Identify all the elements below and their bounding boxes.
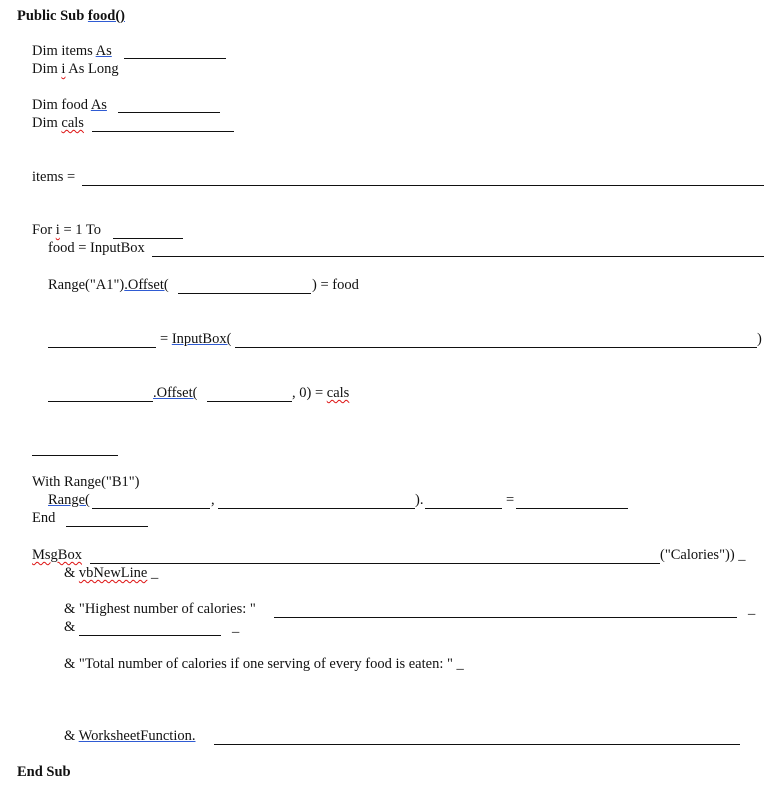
for-keyword: For xyxy=(32,222,56,238)
equals-sign: = xyxy=(160,331,172,347)
dim-cals-line xyxy=(32,115,84,132)
blank-cals-decl[interactable] xyxy=(92,131,234,132)
as-long-text: As Long xyxy=(65,61,119,77)
blank-for-end[interactable] xyxy=(113,238,183,239)
blank-items-value[interactable] xyxy=(82,185,764,186)
range-a1: Range("A1") xyxy=(48,277,125,293)
range-keyword: Range( xyxy=(48,492,90,508)
newline-line xyxy=(64,565,158,582)
blank-worksheetfunction[interactable] xyxy=(214,744,740,745)
dim-items-line xyxy=(32,43,112,60)
offset-call: .Offset( xyxy=(153,385,198,401)
blank-cals-target[interactable] xyxy=(48,347,156,348)
blank-food-inputbox[interactable] xyxy=(152,256,764,257)
var-i: i xyxy=(61,61,66,77)
items-assign: items = xyxy=(32,169,76,185)
dim-keyword: Dim xyxy=(32,61,62,77)
var-cals: cals xyxy=(61,115,84,131)
blank-items-type[interactable] xyxy=(124,58,226,59)
continuation: _ xyxy=(232,619,240,635)
calories-arg: ("Calories")) _ xyxy=(660,547,746,563)
equals-food: ) = food xyxy=(312,277,359,293)
comma: , xyxy=(211,492,215,508)
total-text: & "Total number of calories if one serving of every food is eaten: " _ xyxy=(64,656,464,672)
offset-tail xyxy=(292,385,349,402)
blank-loop-end[interactable] xyxy=(32,455,118,456)
blank-range-arg1[interactable] xyxy=(92,508,210,509)
equals-sign: = xyxy=(506,492,515,508)
ampersand: & xyxy=(64,619,76,635)
worksheetfunction: WorksheetFunction. xyxy=(78,728,196,744)
blank-food-type[interactable] xyxy=(118,112,220,113)
for-range: = 1 To xyxy=(59,222,101,238)
offset-col: , 0) = xyxy=(292,385,327,401)
continuation: _ xyxy=(147,565,159,581)
range-call xyxy=(48,492,90,509)
var-i: i xyxy=(55,222,60,238)
dim-items-text: Dim items xyxy=(32,43,96,59)
blank-offset-base[interactable] xyxy=(48,401,153,402)
offset-line xyxy=(153,385,197,402)
vbnewline: vbNewLine xyxy=(78,565,148,581)
range-close: ). xyxy=(415,492,424,508)
msgbox: MsgBox xyxy=(32,547,82,563)
dim-keyword: Dim xyxy=(32,115,62,131)
end-keyword: End xyxy=(32,510,56,526)
inputbox-call: InputBox( xyxy=(171,331,232,347)
msgbox-keyword xyxy=(32,547,82,564)
worksheetfunction-line xyxy=(64,728,196,745)
blank-range-value[interactable] xyxy=(516,508,628,509)
blank-range-arg2[interactable] xyxy=(218,508,415,509)
blank-msgbox-first[interactable] xyxy=(90,563,660,564)
dim-i-line xyxy=(32,61,119,78)
blank-end-with[interactable] xyxy=(66,526,148,527)
range-a1-line xyxy=(48,277,169,294)
sub-header xyxy=(17,8,125,25)
continuation: _ xyxy=(748,601,756,617)
dim-food-line xyxy=(32,97,107,114)
blank-inputbox-prompt[interactable] xyxy=(235,347,757,348)
ampersand: & xyxy=(64,565,79,581)
blank-offset-row2[interactable] xyxy=(207,401,292,402)
close-paren: ) xyxy=(757,331,762,347)
blank-offset-row[interactable] xyxy=(178,293,311,294)
blank-highest-food[interactable] xyxy=(79,635,221,636)
var-cals: cals xyxy=(326,385,350,401)
inputbox-line xyxy=(160,331,231,348)
blank-range-property[interactable] xyxy=(425,508,502,509)
sub-name: food() xyxy=(87,8,125,24)
for-line xyxy=(32,222,101,239)
as-keyword: As xyxy=(95,43,112,59)
blank-highest[interactable] xyxy=(274,617,737,618)
highest-text: & "Highest number of calories: " xyxy=(64,601,256,617)
end-sub: End Sub xyxy=(17,764,71,780)
as-keyword: As xyxy=(90,97,107,113)
offset-call: .Offset( xyxy=(124,277,169,293)
ampersand: & xyxy=(64,728,79,744)
food-inputbox-line: food = InputBox xyxy=(48,240,145,256)
sub-keyword: Public Sub xyxy=(17,8,88,24)
with-line: With Range("B1") xyxy=(32,474,140,490)
dim-food-text: Dim food xyxy=(32,97,91,113)
